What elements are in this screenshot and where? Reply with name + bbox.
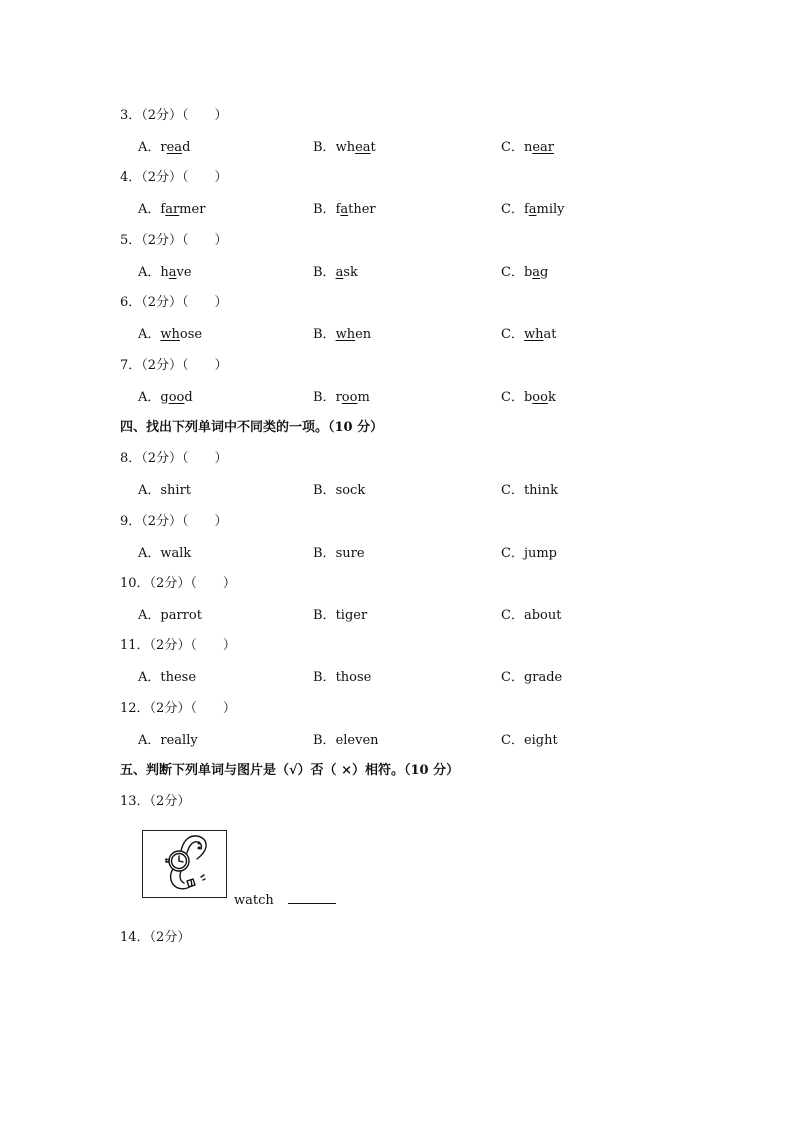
option-b[interactable]: B．sock	[313, 483, 366, 498]
option-a[interactable]: A．really	[138, 733, 198, 748]
option-b[interactable]: B．ask	[313, 265, 358, 280]
option-b[interactable]: B．father	[313, 202, 376, 217]
option-c[interactable]: C．jump	[501, 546, 558, 561]
section-4-heading: 四、找出下列单词中不同类的一项。（10 分）	[120, 420, 384, 435]
option-a[interactable]: A．shirt	[138, 483, 192, 498]
option-b[interactable]: B．eleven	[313, 733, 379, 748]
option-a[interactable]: A．parrot	[138, 608, 202, 623]
option-b[interactable]: B．room	[313, 390, 370, 405]
question-number: 7．（2分）（ ）	[120, 358, 228, 373]
question-number: 11．（2分）（ ）	[120, 638, 236, 653]
wristwatch-icon	[143, 831, 226, 897]
option-a[interactable]: A．these	[138, 670, 197, 685]
option-b[interactable]: B．wheat	[313, 140, 376, 155]
option-b[interactable]: B．when	[313, 327, 372, 342]
option-c[interactable]: C．bag	[501, 265, 549, 280]
word-label: watch	[234, 893, 274, 908]
option-a[interactable]: A．read	[138, 140, 191, 155]
question-number: 12．（2分）（ ）	[120, 701, 236, 716]
question-number: 10．（2分）（ ）	[120, 576, 236, 591]
option-c[interactable]: C．about	[501, 608, 562, 623]
option-b[interactable]: B．sure	[313, 546, 365, 561]
answer-line-13	[234, 893, 336, 908]
question-number: 6．（2分）（ ）	[120, 295, 228, 310]
question-14-number: 14．（2分）	[120, 930, 191, 945]
question-number: 8．（2分）（ ）	[120, 451, 228, 466]
option-a[interactable]: A．walk	[138, 546, 192, 561]
option-c[interactable]: C．think	[501, 483, 558, 498]
option-a[interactable]: A．farmer	[138, 202, 206, 217]
answer-blank[interactable]	[288, 893, 336, 904]
option-c[interactable]: C．what	[501, 327, 557, 342]
section-5-heading: 五、判断下列单词与图片是（√）否（ ×）相符。（10 分）	[120, 763, 460, 778]
wristwatch-picture	[142, 830, 227, 898]
option-b[interactable]: B．tiger	[313, 608, 368, 623]
option-c[interactable]: C．book	[501, 390, 556, 405]
question-number: 3．（2分）（ ）	[120, 108, 228, 123]
question-13-number: 13．（2分）	[120, 794, 191, 809]
option-a[interactable]: A．have	[138, 265, 192, 280]
option-c[interactable]: C．eight	[501, 733, 558, 748]
option-b[interactable]: B．those	[313, 670, 372, 685]
option-c[interactable]: C．near	[501, 140, 554, 155]
option-c[interactable]: C．grade	[501, 670, 563, 685]
question-number: 5．（2分）（ ）	[120, 233, 228, 248]
question-number: 9．（2分）（ ）	[120, 514, 228, 529]
option-a[interactable]: A．good	[138, 390, 193, 405]
question-number: 4．（2分）（ ）	[120, 170, 228, 185]
option-c[interactable]: C．family	[501, 202, 565, 217]
option-a[interactable]: A．whose	[138, 327, 203, 342]
